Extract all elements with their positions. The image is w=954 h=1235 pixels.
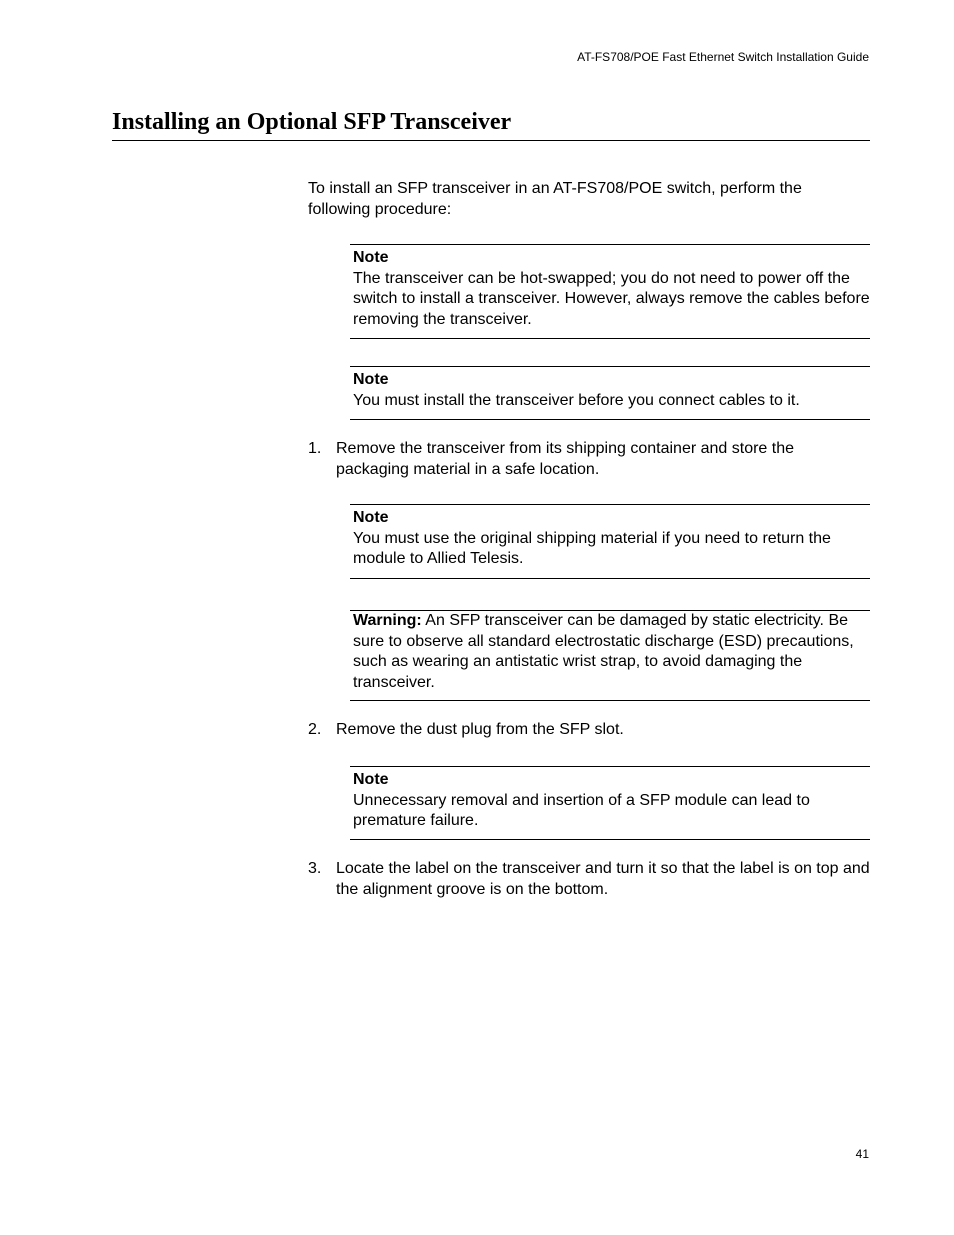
step-text: Locate the label on the transceiver and turn it so that the label is on top and the alignment groove is on the bottom. bbox=[336, 860, 870, 898]
step-text: Remove the dust plug from the SFP slot. bbox=[336, 721, 624, 738]
page-number: 41 bbox=[855, 1147, 869, 1161]
step-1 bbox=[308, 439, 870, 480]
note-label: Note bbox=[353, 509, 389, 526]
note-label: Note bbox=[353, 249, 389, 266]
note-text: The transceiver can be hot-swapped; you do not need to power off the switch to install a transceiver. However, always remove the cables before removing the transceiver. bbox=[353, 269, 870, 328]
warning-box-esd bbox=[350, 610, 870, 701]
note-box-premature-failure bbox=[350, 766, 870, 840]
step-number: 1. bbox=[308, 440, 322, 457]
intro-paragraph: To install an SFP transceiver in an AT-FS708/POE switch, perform the following procedure: bbox=[308, 180, 802, 218]
note-text: Unnecessary removal and insertion of a SFP module can lead to premature failure. bbox=[353, 791, 810, 829]
step-2 bbox=[308, 720, 870, 741]
note-box-install-before-cables bbox=[350, 366, 870, 420]
section-title: Installing an Optional SFP Transceiver bbox=[112, 109, 512, 135]
note-label: Note bbox=[353, 371, 389, 388]
running-header: AT-FS708/POE Fast Ethernet Switch Installation Guide bbox=[577, 50, 869, 64]
note-box-shipping-material bbox=[350, 504, 870, 579]
warning-text: An SFP transceiver can be damaged by static electricity. Be sure to observe all standard electrostatic discharge (ESD) precautions, such as wearing an antistatic wrist strap, to avoid damaging the transceiver. bbox=[353, 612, 854, 691]
warning-label: Warning: bbox=[353, 612, 422, 629]
step-3 bbox=[308, 859, 870, 900]
note-text: You must install the transceiver before you connect cables to it. bbox=[353, 391, 800, 409]
step-number: 2. bbox=[308, 721, 322, 738]
note-label: Note bbox=[353, 771, 389, 788]
note-box-hot-swap bbox=[350, 244, 870, 339]
title-rule bbox=[112, 140, 870, 141]
note-text: You must use the original shipping material if you need to return the module to Allied Telesis. bbox=[353, 529, 831, 567]
step-number: 3. bbox=[308, 860, 322, 877]
step-text: Remove the transceiver from its shipping container and store the packaging material in a safe location. bbox=[336, 440, 795, 478]
